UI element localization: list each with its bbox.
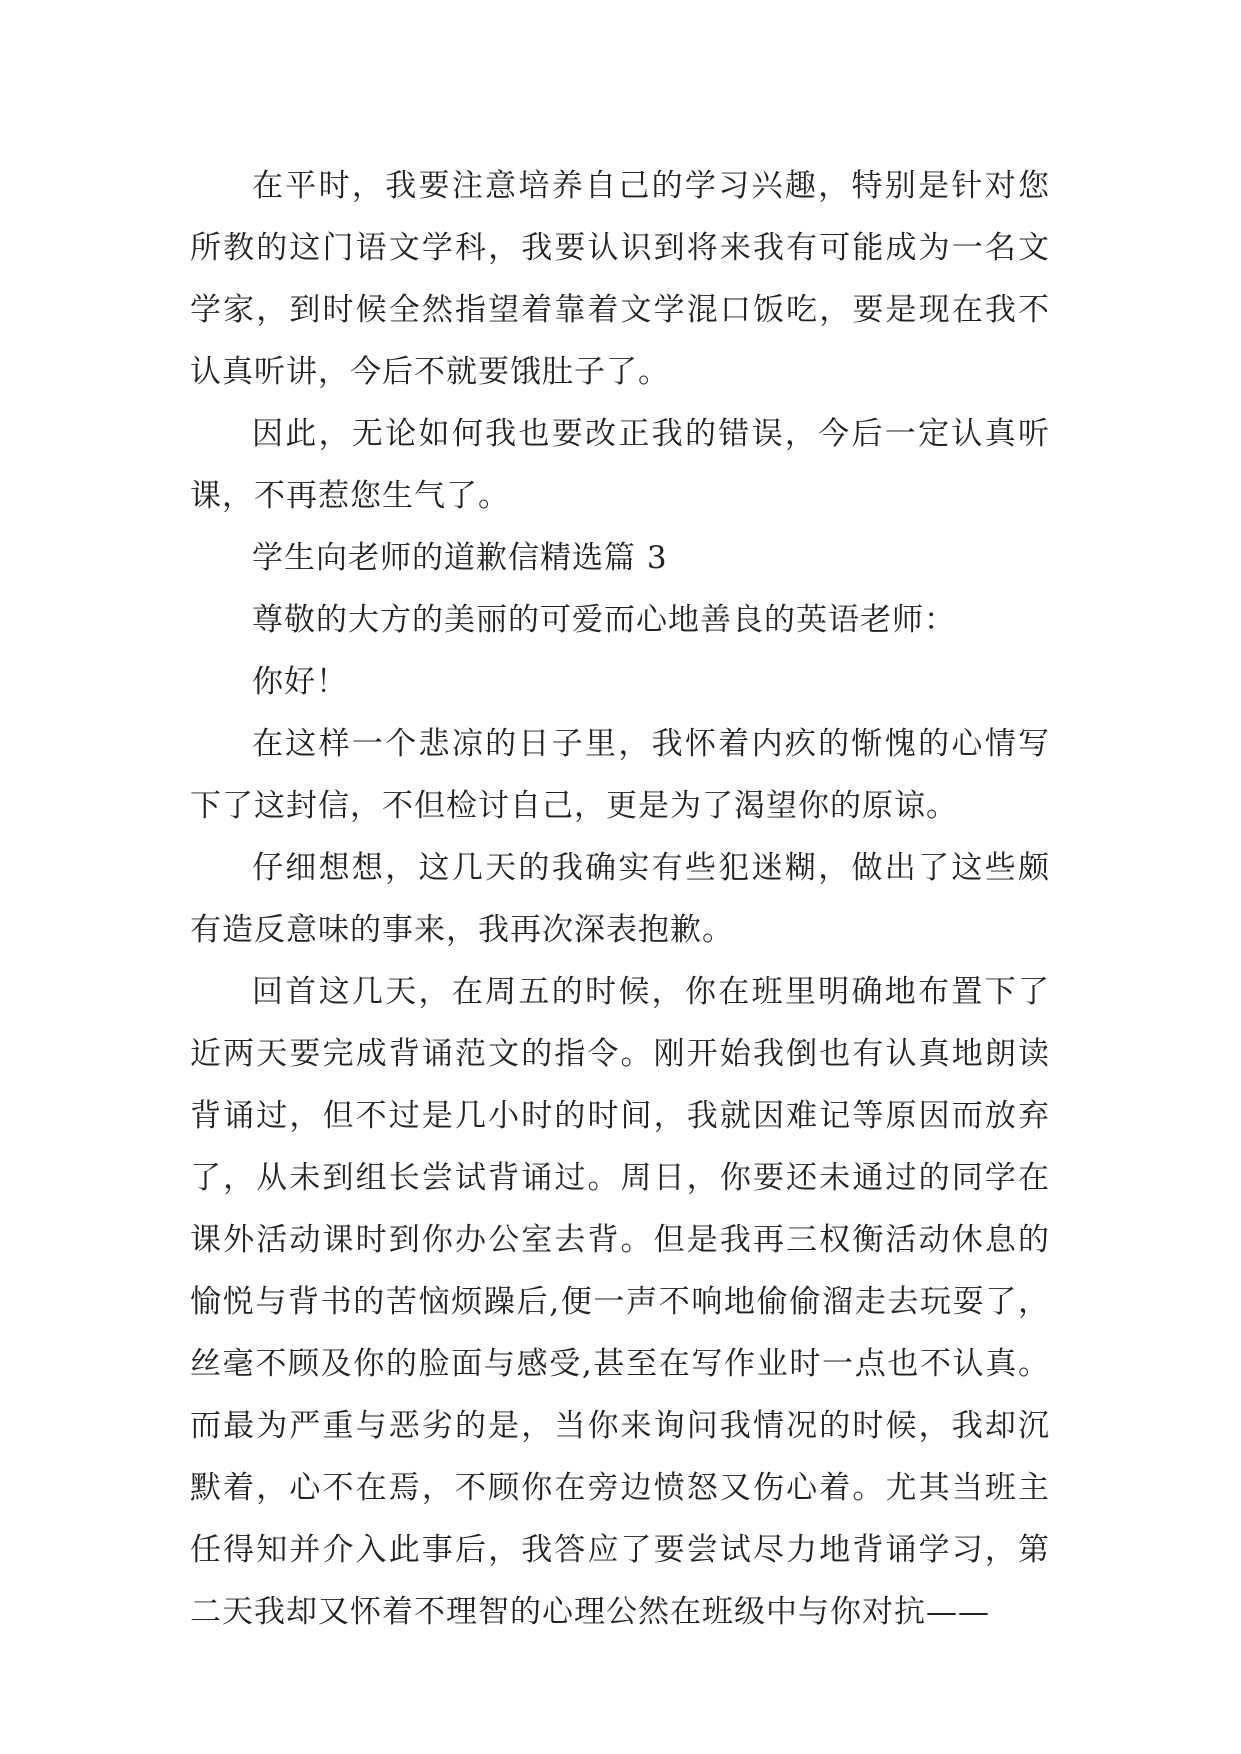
letter-salutation: 尊敬的大方的美丽的可爱而心地善良的英语老师： bbox=[252, 602, 956, 638]
paragraph-study-interest: 在平时，我要注意培养自己的学习兴趣，特别是针对您所教的这门语文学科，我要认识到将来我有可能成为一名文学家，到时候全然指望着靠着文学混口饭吃，要是现在我不认真听讲，今后不就要饿肚子了。 bbox=[190, 168, 1050, 390]
paragraph-recollection: 回首这几天，在周五的时候，你在班里明确地布置下了近两天要完成背诵范文的指令。刚开始我倒也有认真地朗读背诵过，但不过是几小时的时间，我就因难记等原因而放弃了，从未到组长尝试背诵过。周日，你要还未通过的同学在课外活动课时到你办公室去背。但是我再三权衡活动休息的愉悦与背书的苦恼烦躁后,便一声不响地偷偷溜走去玩耍了，丝毫不顾及你的脸面与感受,甚至在写作业时一点也不认真。而最为严重与恶劣的是，当你来询问我情况的时候，我却沉默着，心不在焉，不顾你在旁边愤怒又伤心着。尤其当班主任得知并介入此事后，我答应了要尝试尽力地背诵学习，第二天我却又怀着不理智的心理公然在班级中与你对抗—— bbox=[190, 974, 1050, 1630]
letter-greeting: 你好！ bbox=[252, 664, 348, 700]
section-heading: 学生向老师的道歉信精选篇 3 bbox=[252, 540, 668, 576]
paragraph-opening: 在这样一个悲凉的日子里，我怀着内疚的惭愧的心情写下了这封信，不但检讨自己，更是为了渴望你的原谅。 bbox=[190, 726, 1050, 824]
paragraph-apology: 仔细想想，这几天的我确实有些犯迷糊，做出了这些颇有造反意味的事来，我再次深表抱歉。 bbox=[190, 850, 1050, 948]
document-body bbox=[190, 155, 1050, 1643]
paragraph-correct-mistake: 因此，无论如何我也要改正我的错误，今后一定认真听课，不再惹您生气了。 bbox=[190, 416, 1050, 514]
